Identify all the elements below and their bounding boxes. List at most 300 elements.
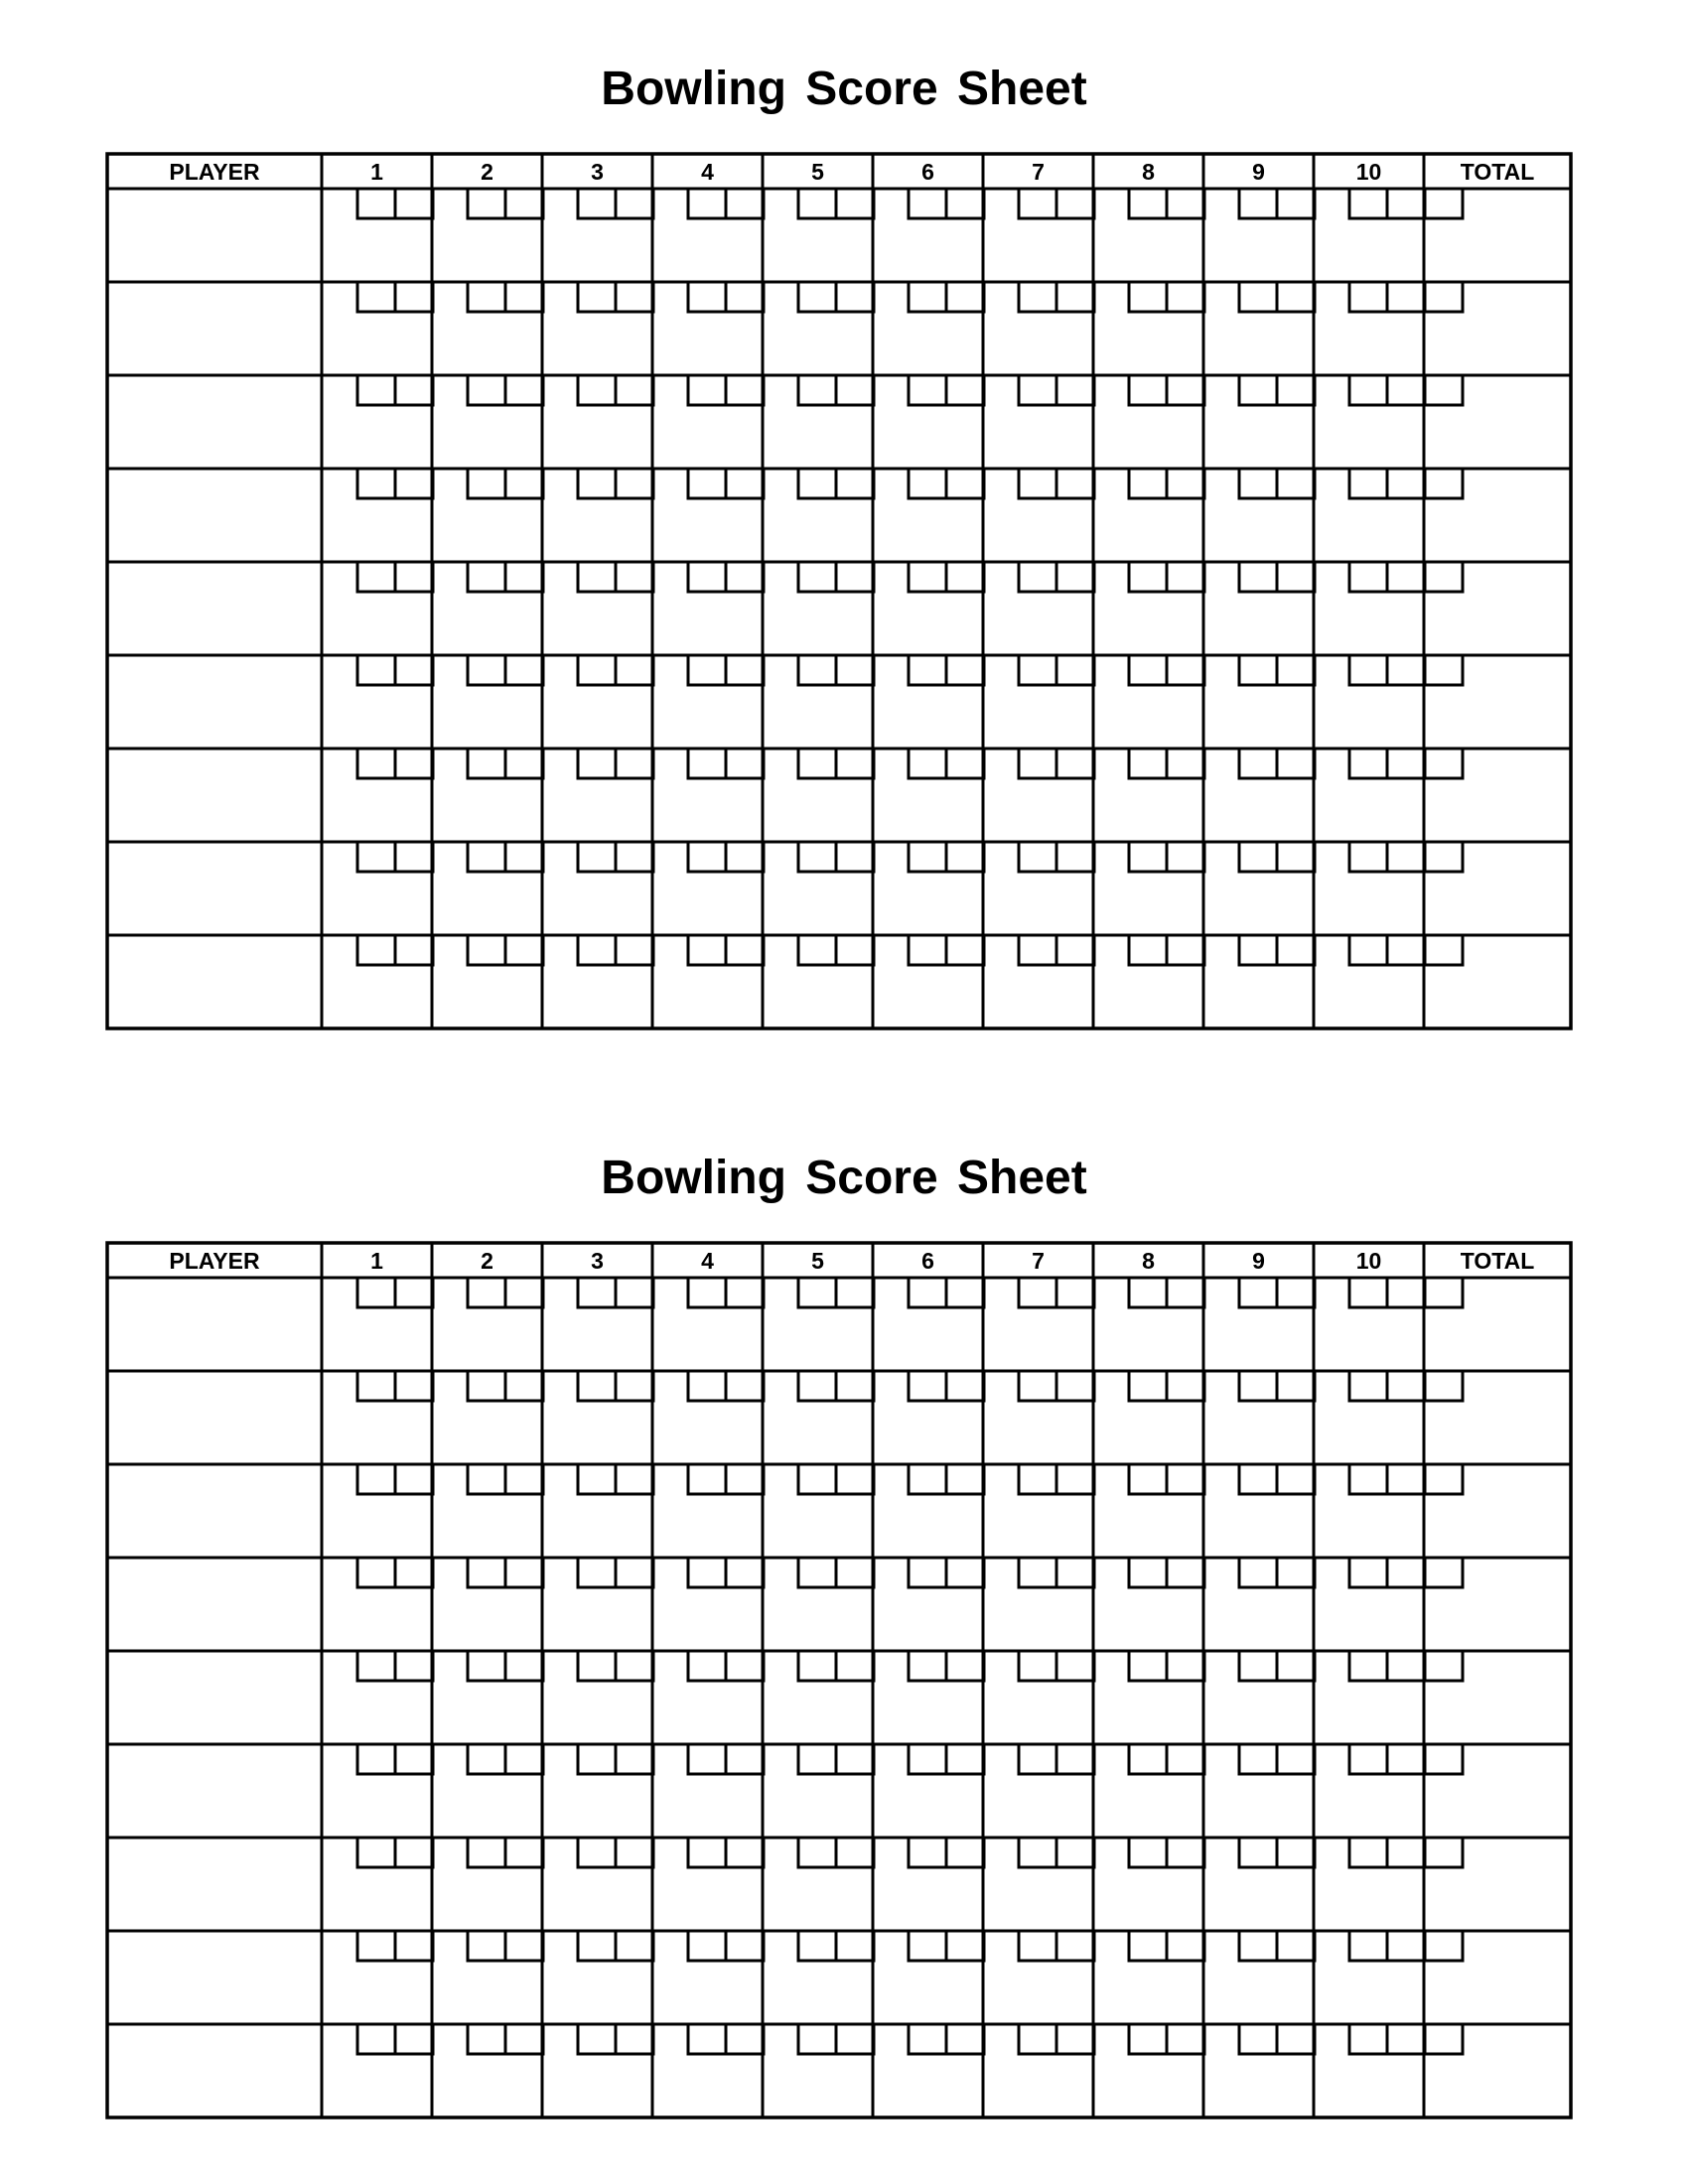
- frame-score-cell-5[interactable]: [766, 1964, 870, 2021]
- frame-score-cell-6[interactable]: [876, 1310, 980, 1368]
- ball-box: [1056, 1278, 1094, 1307]
- frame-score-cell-8[interactable]: [1096, 968, 1200, 1025]
- frame-score-cell-7[interactable]: [986, 1310, 1090, 1368]
- frame-score-cell-5[interactable]: [766, 1684, 870, 1741]
- frame-score-cell-1[interactable]: [325, 781, 429, 839]
- ball-box: [836, 282, 874, 312]
- total-score-cell[interactable]: [1427, 472, 1568, 559]
- frame-score-cell-2[interactable]: [435, 1310, 539, 1368]
- frame-score-cell-3[interactable]: [545, 968, 649, 1025]
- ball-box: [616, 282, 653, 312]
- frame-score-cell-2[interactable]: [435, 501, 539, 559]
- frame-score-cell-10[interactable]: [1317, 1684, 1421, 1741]
- frame-score-cell-6[interactable]: [876, 875, 980, 932]
- ball-box: [1239, 842, 1277, 872]
- ball-box: [1056, 935, 1094, 965]
- player-name-cell[interactable]: [110, 658, 319, 746]
- frame-score-cell-6[interactable]: [876, 221, 980, 279]
- frame-score-cell-1[interactable]: [325, 968, 429, 1025]
- frame-score-cell-1[interactable]: [325, 595, 429, 652]
- ball-box: [1167, 1371, 1204, 1401]
- player-name-cell[interactable]: [110, 2027, 319, 2115]
- frame-score-cell-3[interactable]: [545, 315, 649, 372]
- frame-score-cell-6[interactable]: [876, 315, 980, 372]
- frame-score-cell-6[interactable]: [876, 688, 980, 746]
- frame-score-cell-4[interactable]: [655, 781, 760, 839]
- frame-score-cell-10[interactable]: [1317, 875, 1421, 932]
- frame-score-cell-3[interactable]: [545, 595, 649, 652]
- player-name-cell[interactable]: [110, 1374, 319, 1461]
- frame-score-cell-10[interactable]: [1317, 1497, 1421, 1555]
- frame-score-cell-8[interactable]: [1096, 1777, 1200, 1835]
- frame-score-cell-9[interactable]: [1206, 1777, 1311, 1835]
- total-score-cell[interactable]: [1427, 565, 1568, 652]
- frame-score-cell-9[interactable]: [1206, 968, 1311, 1025]
- frame-score-cell-3[interactable]: [545, 1310, 649, 1368]
- ball-box: [578, 1371, 616, 1401]
- frame-score-cell-2[interactable]: [435, 595, 539, 652]
- frame-score-cell-10[interactable]: [1317, 221, 1421, 279]
- frame-score-cell-8[interactable]: [1096, 221, 1200, 279]
- frame-score-cell-6[interactable]: [876, 595, 980, 652]
- frame-score-cell-3[interactable]: [545, 221, 649, 279]
- frame-score-cell-8[interactable]: [1096, 875, 1200, 932]
- frame-score-cell-5[interactable]: [766, 1404, 870, 1461]
- frame-score-cell-3[interactable]: [545, 875, 649, 932]
- ball-box: [1387, 469, 1425, 498]
- ball-box: [1019, 749, 1056, 778]
- ball-box: [505, 189, 543, 218]
- player-name-cell[interactable]: [110, 1747, 319, 1835]
- frame-score-cell-7[interactable]: [986, 1777, 1090, 1835]
- frame-score-cell-8[interactable]: [1096, 1870, 1200, 1928]
- player-name-cell[interactable]: [110, 472, 319, 559]
- frame-score-cell-7[interactable]: [986, 1684, 1090, 1741]
- frame-score-cell-10[interactable]: [1317, 1777, 1421, 1835]
- frame-score-cell-2[interactable]: [435, 1964, 539, 2021]
- frame-score-cell-9[interactable]: [1206, 221, 1311, 279]
- frame-score-cell-8[interactable]: [1096, 1684, 1200, 1741]
- ball-box: [468, 562, 505, 592]
- player-name-cell[interactable]: [110, 1561, 319, 1648]
- frame-score-cell-1[interactable]: [325, 501, 429, 559]
- ball-box: [357, 562, 395, 592]
- total-score-cell[interactable]: [1427, 938, 1568, 1025]
- frame-score-cell-5[interactable]: [766, 968, 870, 1025]
- ball-box: [505, 1838, 543, 1867]
- ball-box: [726, 749, 764, 778]
- frame-score-cell-6[interactable]: [876, 1590, 980, 1648]
- player-name-cell[interactable]: [110, 1467, 319, 1555]
- frame-score-cell-8[interactable]: [1096, 1310, 1200, 1368]
- player-name-cell[interactable]: [110, 751, 319, 839]
- ball-box: [1167, 2024, 1204, 2054]
- player-name-cell[interactable]: [110, 938, 319, 1025]
- frame-score-cell-1[interactable]: [325, 1777, 429, 1835]
- frame-score-cell-10[interactable]: [1317, 2057, 1421, 2115]
- frame-score-cell-8[interactable]: [1096, 1497, 1200, 1555]
- frame-score-cell-10[interactable]: [1317, 968, 1421, 1025]
- total-score-cell[interactable]: [1427, 1841, 1568, 1928]
- frame-score-cell-3[interactable]: [545, 1590, 649, 1648]
- frame-score-cell-10[interactable]: [1317, 688, 1421, 746]
- total-score-cell[interactable]: [1427, 378, 1568, 466]
- ball-box: [798, 935, 836, 965]
- total-score-cell[interactable]: [1427, 192, 1568, 279]
- player-name-cell[interactable]: [110, 285, 319, 372]
- total-score-cell[interactable]: [1427, 1374, 1568, 1461]
- frame-score-cell-3[interactable]: [545, 1497, 649, 1555]
- frame-score-cell-5[interactable]: [766, 315, 870, 372]
- ball-box: [468, 1371, 505, 1401]
- frame-score-cell-5[interactable]: [766, 1777, 870, 1835]
- frame-score-cell-10[interactable]: [1317, 781, 1421, 839]
- frame-score-cell-6[interactable]: [876, 2057, 980, 2115]
- frame-score-cell-7[interactable]: [986, 688, 1090, 746]
- frame-score-cell-3[interactable]: [545, 2057, 649, 2115]
- ball-box: [798, 282, 836, 312]
- frame-score-cell-4[interactable]: [655, 968, 760, 1025]
- ball-box: [1387, 1558, 1425, 1587]
- frame-score-cell-2[interactable]: [435, 781, 539, 839]
- frame-score-cell-6[interactable]: [876, 968, 980, 1025]
- frame-score-cell-1[interactable]: [325, 688, 429, 746]
- total-score-cell[interactable]: [1427, 1747, 1568, 1835]
- ball-box: [1277, 935, 1315, 965]
- frame-score-cell-6[interactable]: [876, 501, 980, 559]
- frame-score-cell-4[interactable]: [655, 1870, 760, 1928]
- frame-score-cell-4[interactable]: [655, 221, 760, 279]
- frame-score-cell-7[interactable]: [986, 1404, 1090, 1461]
- ball-box: [946, 935, 984, 965]
- frame-score-cell-10[interactable]: [1317, 1964, 1421, 2021]
- frame-score-cell-5[interactable]: [766, 221, 870, 279]
- frame-score-cell-3[interactable]: [545, 781, 649, 839]
- player-name-cell[interactable]: [110, 1654, 319, 1741]
- ball-box: [688, 1651, 726, 1681]
- frame-score-cell-10[interactable]: [1317, 1870, 1421, 1928]
- ball-box: [688, 1931, 726, 1961]
- frame-score-cell-9[interactable]: [1206, 1404, 1311, 1461]
- frame-score-cell-1[interactable]: [325, 1870, 429, 1928]
- ball-box: [468, 469, 505, 498]
- frame-score-cell-4[interactable]: [655, 1777, 760, 1835]
- player-name-cell[interactable]: [110, 1934, 319, 2021]
- frame-score-cell-5[interactable]: [766, 408, 870, 466]
- frame-score-cell-2[interactable]: [435, 2057, 539, 2115]
- frame-score-cell-4[interactable]: [655, 595, 760, 652]
- frame-score-cell-8[interactable]: [1096, 315, 1200, 372]
- frame-score-cell-1[interactable]: [325, 315, 429, 372]
- frame-score-cell-2[interactable]: [435, 1777, 539, 1835]
- ball-box: [1387, 282, 1425, 312]
- ball-box: [726, 1744, 764, 1774]
- ball-box: [1129, 375, 1167, 405]
- ball-box: [1056, 1838, 1094, 1867]
- frame-score-cell-2[interactable]: [435, 1684, 539, 1741]
- frame-score-cell-1[interactable]: [325, 1497, 429, 1555]
- frame-score-cell-9[interactable]: [1206, 1684, 1311, 1741]
- frame-score-cell-7[interactable]: [986, 2057, 1090, 2115]
- ball-box: [1387, 1371, 1425, 1401]
- frame-score-cell-5[interactable]: [766, 1870, 870, 1928]
- total-score-cell[interactable]: [1427, 285, 1568, 372]
- frame-score-cell-3[interactable]: [545, 501, 649, 559]
- ball-box: [688, 1744, 726, 1774]
- ball-box: [1387, 1464, 1425, 1494]
- frame-score-cell-3[interactable]: [545, 1777, 649, 1835]
- ball-box: [946, 655, 984, 685]
- frame-score-cell-4[interactable]: [655, 315, 760, 372]
- frame-score-cell-10[interactable]: [1317, 1590, 1421, 1648]
- frame-score-cell-9[interactable]: [1206, 595, 1311, 652]
- frame-score-cell-3[interactable]: [545, 1870, 649, 1928]
- frame-score-cell-5[interactable]: [766, 501, 870, 559]
- frame-score-cell-1[interactable]: [325, 408, 429, 466]
- ball-box: [357, 1371, 395, 1401]
- frame-score-cell-6[interactable]: [876, 1870, 980, 1928]
- frame-score-cell-1[interactable]: [325, 221, 429, 279]
- total-score-cell[interactable]: [1427, 1934, 1568, 2021]
- frame-score-cell-7[interactable]: [986, 968, 1090, 1025]
- frame-score-cell-1[interactable]: [325, 2057, 429, 2115]
- frame-score-cell-3[interactable]: [545, 1964, 649, 2021]
- frame-score-cell-7[interactable]: [986, 595, 1090, 652]
- frame-score-cell-5[interactable]: [766, 1590, 870, 1648]
- frame-score-cell-9[interactable]: [1206, 501, 1311, 559]
- ball-box: [505, 562, 543, 592]
- ball-box: [688, 2024, 726, 2054]
- total-score-cell[interactable]: [1427, 658, 1568, 746]
- total-score-cell[interactable]: [1427, 1654, 1568, 1741]
- frame-score-cell-4[interactable]: [655, 1964, 760, 2021]
- frame-score-cell-6[interactable]: [876, 408, 980, 466]
- frame-score-cell-9[interactable]: [1206, 1590, 1311, 1648]
- player-name-cell[interactable]: [110, 192, 319, 279]
- ball-box: [798, 375, 836, 405]
- ball-box: [1349, 1838, 1387, 1867]
- ball-box: [1239, 1558, 1277, 1587]
- frame-score-cell-6[interactable]: [876, 1777, 980, 1835]
- ball-box: [1167, 562, 1204, 592]
- frame-score-cell-8[interactable]: [1096, 595, 1200, 652]
- frame-score-cell-1[interactable]: [325, 875, 429, 932]
- frame-score-cell-8[interactable]: [1096, 688, 1200, 746]
- frame-score-cell-4[interactable]: [655, 1684, 760, 1741]
- frame-score-cell-2[interactable]: [435, 1497, 539, 1555]
- frame-score-cell-9[interactable]: [1206, 408, 1311, 466]
- ball-box: [1167, 1744, 1204, 1774]
- ball-box: [836, 189, 874, 218]
- ball-box: [1129, 282, 1167, 312]
- player-name-cell[interactable]: [110, 565, 319, 652]
- frame-score-cell-10[interactable]: [1317, 315, 1421, 372]
- frame-score-cell-3[interactable]: [545, 1684, 649, 1741]
- player-name-cell[interactable]: [110, 1841, 319, 1928]
- frame-score-cell-10[interactable]: [1317, 408, 1421, 466]
- frame-score-cell-8[interactable]: [1096, 408, 1200, 466]
- frame-score-cell-2[interactable]: [435, 688, 539, 746]
- frame-score-cell-8[interactable]: [1096, 1590, 1200, 1648]
- frame-score-cell-6[interactable]: [876, 781, 980, 839]
- frame-score-cell-1[interactable]: [325, 1310, 429, 1368]
- header-frame-8: 8: [1142, 159, 1155, 185]
- ball-box: [357, 1464, 395, 1494]
- frame-score-cell-7[interactable]: [986, 1497, 1090, 1555]
- total-score-cell[interactable]: [1427, 1281, 1568, 1368]
- frame-score-cell-7[interactable]: [986, 315, 1090, 372]
- total-score-cell[interactable]: [1427, 2027, 1568, 2115]
- frame-score-cell-7[interactable]: [986, 501, 1090, 559]
- ball-box: [1349, 1744, 1387, 1774]
- frame-score-cell-5[interactable]: [766, 2057, 870, 2115]
- ball-box: [1167, 655, 1204, 685]
- frame-score-cell-2[interactable]: [435, 1590, 539, 1648]
- frame-score-cell-6[interactable]: [876, 1684, 980, 1741]
- ball-box: [1349, 189, 1387, 218]
- ball-box: [1239, 1744, 1277, 1774]
- frame-score-cell-1[interactable]: [325, 1684, 429, 1741]
- ball-box: [726, 1371, 764, 1401]
- total-score-cell[interactable]: [1427, 1467, 1568, 1555]
- ball-box: [1239, 655, 1277, 685]
- ball-box: [1056, 1651, 1094, 1681]
- ball-box: [909, 1744, 946, 1774]
- ball-box: [505, 935, 543, 965]
- frame-score-cell-10[interactable]: [1317, 1404, 1421, 1461]
- ball-box: [1167, 1558, 1204, 1587]
- frame-score-cell-5[interactable]: [766, 1497, 870, 1555]
- frame-score-cell-9[interactable]: [1206, 1497, 1311, 1555]
- frame-score-cell-5[interactable]: [766, 875, 870, 932]
- frame-score-cell-7[interactable]: [986, 875, 1090, 932]
- frame-score-cell-2[interactable]: [435, 315, 539, 372]
- ball-box: [1167, 1278, 1204, 1307]
- frame-score-cell-9[interactable]: [1206, 1870, 1311, 1928]
- frame-score-cell-1[interactable]: [325, 1404, 429, 1461]
- frame-score-cell-8[interactable]: [1096, 1404, 1200, 1461]
- frame-score-cell-5[interactable]: [766, 688, 870, 746]
- ball-box: [798, 1838, 836, 1867]
- frame-score-cell-4[interactable]: [655, 501, 760, 559]
- frame-score-cell-7[interactable]: [986, 1964, 1090, 2021]
- ball-box: [726, 935, 764, 965]
- ball-box: [1019, 1558, 1056, 1587]
- frame-score-cell-5[interactable]: [766, 595, 870, 652]
- ball-box: [616, 2024, 653, 2054]
- frame-score-cell-2[interactable]: [435, 875, 539, 932]
- ball-box: [798, 1464, 836, 1494]
- frame-score-cell-4[interactable]: [655, 1590, 760, 1648]
- ball-box: [1349, 1464, 1387, 1494]
- frame-score-cell-10[interactable]: [1317, 501, 1421, 559]
- ball-box: [1129, 1931, 1167, 1961]
- frame-score-cell-4[interactable]: [655, 1310, 760, 1368]
- player-name-cell[interactable]: [110, 1281, 319, 1368]
- ball-box: [1129, 1838, 1167, 1867]
- frame-score-cell-7[interactable]: [986, 221, 1090, 279]
- total-score-cell[interactable]: [1427, 845, 1568, 932]
- ball-box: [1167, 842, 1204, 872]
- frame-score-cell-4[interactable]: [655, 1404, 760, 1461]
- frame-score-cell-2[interactable]: [435, 1870, 539, 1928]
- frame-score-cell-7[interactable]: [986, 408, 1090, 466]
- frame-score-cell-8[interactable]: [1096, 781, 1200, 839]
- ball-box: [468, 749, 505, 778]
- ball-box: [395, 1278, 433, 1307]
- frame-score-cell-5[interactable]: [766, 1310, 870, 1368]
- ball-box: [578, 749, 616, 778]
- ball-box: [946, 1744, 984, 1774]
- player-name-cell[interactable]: [110, 378, 319, 466]
- frame-score-cell-5[interactable]: [766, 781, 870, 839]
- ball-box: [357, 935, 395, 965]
- frame-score-cell-2[interactable]: [435, 408, 539, 466]
- frame-score-cell-9[interactable]: [1206, 875, 1311, 932]
- ball-box: [726, 189, 764, 218]
- frame-score-cell-9[interactable]: [1206, 1964, 1311, 2021]
- ball-box: [357, 2024, 395, 2054]
- header-frame-9: 9: [1252, 159, 1265, 185]
- frame-score-cell-9[interactable]: [1206, 1310, 1311, 1368]
- ball-box: [798, 1558, 836, 1587]
- frame-score-cell-8[interactable]: [1096, 1964, 1200, 2021]
- ball-box: [946, 562, 984, 592]
- frame-score-cell-7[interactable]: [986, 1590, 1090, 1648]
- frame-score-cell-1[interactable]: [325, 1590, 429, 1648]
- frame-score-cell-9[interactable]: [1206, 781, 1311, 839]
- total-score-cell[interactable]: [1427, 751, 1568, 839]
- frame-score-cell-8[interactable]: [1096, 501, 1200, 559]
- player-name-cell[interactable]: [110, 845, 319, 932]
- frame-score-cell-8[interactable]: [1096, 2057, 1200, 2115]
- frame-score-cell-4[interactable]: [655, 408, 760, 466]
- frame-score-cell-4[interactable]: [655, 688, 760, 746]
- frame-score-cell-2[interactable]: [435, 221, 539, 279]
- frame-score-cell-6[interactable]: [876, 1404, 980, 1461]
- header-frame-8: 8: [1142, 1248, 1155, 1274]
- frame-score-cell-10[interactable]: [1317, 595, 1421, 652]
- frame-score-cell-7[interactable]: [986, 1870, 1090, 1928]
- ball-box: [1277, 1651, 1315, 1681]
- frame-score-cell-2[interactable]: [435, 968, 539, 1025]
- ball-box: [357, 375, 395, 405]
- total-score-cell[interactable]: [1427, 1561, 1568, 1648]
- frame-score-cell-3[interactable]: [545, 408, 649, 466]
- frame-score-cell-9[interactable]: [1206, 2057, 1311, 2115]
- frame-score-cell-9[interactable]: [1206, 688, 1311, 746]
- ball-box: [1019, 1931, 1056, 1961]
- ball-box: [946, 1838, 984, 1867]
- frame-score-cell-4[interactable]: [655, 875, 760, 932]
- ball-box: [909, 749, 946, 778]
- frame-score-cell-6[interactable]: [876, 1497, 980, 1555]
- frame-score-cell-3[interactable]: [545, 688, 649, 746]
- frame-score-cell-10[interactable]: [1317, 1310, 1421, 1368]
- frame-score-cell-4[interactable]: [655, 1497, 760, 1555]
- ball-box: [688, 749, 726, 778]
- ball-box: [505, 2024, 543, 2054]
- frame-score-cell-7[interactable]: [986, 781, 1090, 839]
- ball-box: [505, 842, 543, 872]
- ball-box: [1129, 562, 1167, 592]
- frame-score-cell-6[interactable]: [876, 1964, 980, 2021]
- frame-score-cell-9[interactable]: [1206, 315, 1311, 372]
- frame-score-cell-1[interactable]: [325, 1964, 429, 2021]
- frame-score-cell-4[interactable]: [655, 2057, 760, 2115]
- frame-score-cell-3[interactable]: [545, 1404, 649, 1461]
- frame-score-cell-2[interactable]: [435, 1404, 539, 1461]
